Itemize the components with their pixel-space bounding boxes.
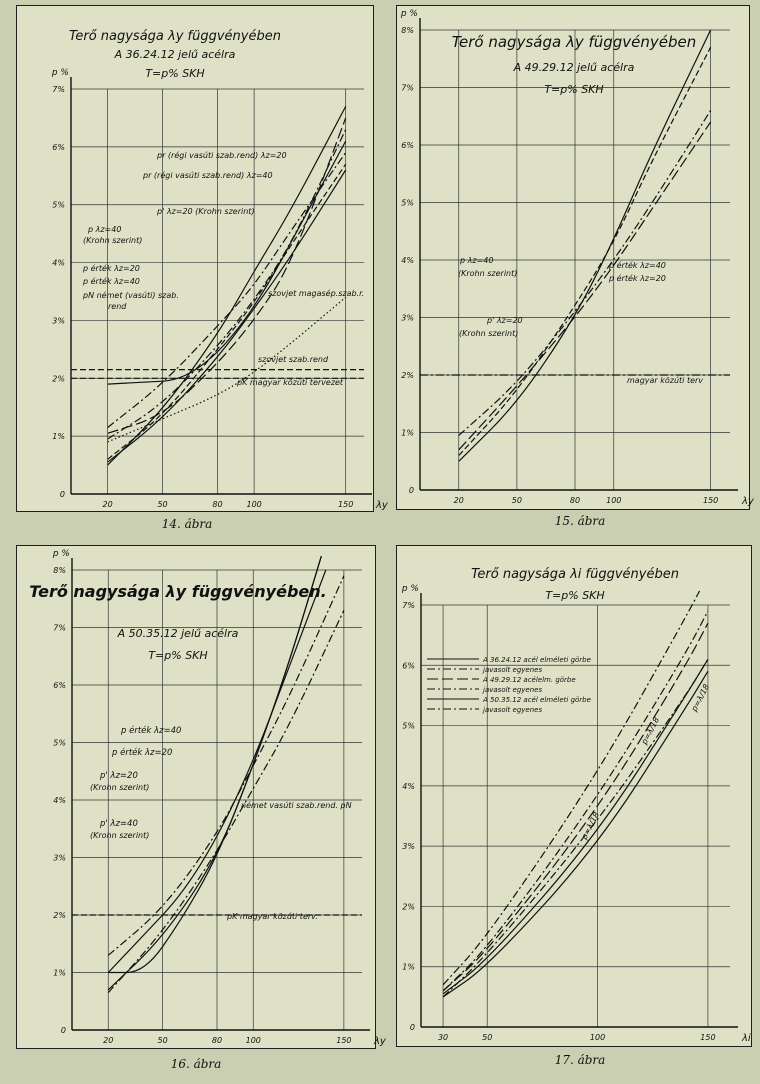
fig15-ytick-label: 8% — [401, 26, 414, 35]
fig15-xtick-label: 50 — [511, 496, 522, 505]
fig15-annotation: magyar közúti terv — [627, 376, 704, 385]
fig15-annotation: p λz=40 — [460, 256, 494, 265]
fig15-xtick-label: 100 — [606, 496, 622, 505]
fig14-xtick-label: 50 — [157, 500, 168, 509]
fig15-ytick-label: 2% — [401, 371, 414, 380]
fig15-formula: T=p% SKH — [544, 83, 604, 96]
fig14-xtick-label: 100 — [246, 500, 262, 509]
fig15-annotation: (Krohn szerint) — [458, 269, 518, 278]
fig15-annotation: p érték λz=20 — [609, 274, 666, 283]
fig14-annotation: (Krohn szerint) — [83, 236, 143, 245]
fig15-ytick-label: 7% — [401, 83, 414, 93]
fig16-annotation: (Krohn szerint) — [90, 831, 150, 840]
fig16-ylabel: p % — [52, 549, 70, 559]
fig16-ytick-label: 5% — [53, 738, 66, 748]
fig17-ytick-label: 4% — [402, 781, 415, 791]
fig16-ytick-label: 1% — [53, 968, 66, 978]
fig17-legend-label: javasolt egyenes — [483, 706, 543, 714]
fig15-ytick-label: 0 — [408, 486, 414, 495]
fig14-ytick-label: 0 — [59, 490, 65, 499]
fig14-title: Terő nagysága λy függvényében — [69, 29, 281, 44]
fig14-ytick-label: 4% — [52, 258, 65, 268]
fig17-series-line — [443, 575, 708, 985]
fig14-subtitle: A 36.24.12 jelű acélra — [114, 48, 236, 61]
fig14-annotation: szovjet magasép.szab.r. — [268, 289, 365, 298]
fig17-ytick-label: 3% — [402, 842, 415, 852]
fig17-legend-label: A 49.29.12 acélelm. görbe — [483, 676, 576, 684]
figure-17-caption: 17. ábra — [554, 1053, 606, 1067]
fig16-annotation: pK magyar közúti terv. — [227, 912, 318, 921]
fig16-ytick-label: 7% — [53, 623, 66, 633]
fig15-xtick-label: 80 — [569, 496, 581, 505]
fig14-annotation: pN német (vasúti) szab. — [83, 291, 179, 300]
fig16-ytick-label: 3% — [53, 853, 66, 863]
fig17-chart — [401, 567, 751, 1044]
fig14-annotation: p érték λz=20 — [83, 264, 140, 273]
fig17-xtick-label: 50 — [482, 1033, 493, 1042]
fig15-annotation: p érték λz=40 — [609, 261, 666, 270]
fig14-series-line — [108, 106, 346, 465]
figure-15-caption: 15. ábra — [554, 514, 606, 528]
fig17-ytick-label: 7% — [402, 601, 415, 610]
fig17-ylabel: p % — [401, 584, 419, 594]
fig16-formula: T=p% SKH — [148, 649, 208, 662]
fig15-ytick-label: 1% — [401, 428, 414, 438]
fig14-xtick-label: 80 — [212, 500, 223, 509]
fig16-xtick-label: 20 — [103, 1036, 114, 1045]
fig17-xtick-label: 150 — [700, 1033, 716, 1042]
fig14-annotation: pK magyar közúti tervezet — [237, 378, 344, 387]
fig16-xtick-label: 100 — [245, 1036, 261, 1045]
fig16-title: Terő nagysága λy függvényében. — [29, 582, 327, 601]
figure-16-caption: 16. ábra — [170, 1057, 222, 1071]
fig14-ytick-label: 5% — [52, 200, 65, 210]
fig16-annotation: p' λz=20 — [100, 771, 138, 781]
fig17-legend-label: javasolt egyenes — [483, 666, 543, 674]
fig16-annotation: p érték λz=40 — [121, 726, 182, 736]
fig16-annotation: p érték λz=20 — [112, 748, 173, 758]
fig14-ytick-label: 2% — [52, 374, 65, 384]
fig16-ytick-label: 6% — [53, 681, 66, 690]
fig16-ytick-label: 4% — [53, 796, 66, 805]
fig14-annotation: pr (régi vasúti szab.rend) λz=20 — [157, 151, 287, 160]
fig16-annotation: német vasúti szab.rend. pN — [241, 801, 352, 810]
fig14-ytick-label: 7% — [52, 85, 65, 94]
fig14-ytick-label: 1% — [52, 432, 65, 442]
fig17-formula: T=p% SKH — [545, 589, 605, 602]
fig15-ytick-label: 4% — [401, 256, 414, 265]
fig14-annotation: p érték λz=40 — [83, 277, 140, 286]
fig14-annotation: p λz=40 — [88, 225, 122, 234]
fig15-ytick-label: 6% — [401, 141, 414, 150]
fig14-chart — [51, 29, 389, 511]
fig16-xtick-label: 80 — [211, 1036, 223, 1045]
fig15-ytick-label: 5% — [401, 198, 414, 208]
fig17-xtick-label: 100 — [589, 1033, 606, 1042]
fig17-line-annotation: p=λ/18 — [639, 715, 662, 746]
fig16-xtick-label: 150 — [336, 1036, 352, 1045]
fig17-legend-label: javasolt egyenes — [483, 686, 543, 694]
fig15-title: Terő nagysága λy függvényében — [451, 33, 697, 51]
figure-14-caption: 14. ábra — [161, 517, 213, 531]
fig17-legend-label: A 50.35.12 acél elméleti görbe — [483, 696, 591, 704]
fig15-ylabel: p % — [400, 9, 418, 19]
fig17-xtick-label: 30 — [437, 1033, 449, 1042]
fig15-annotation: p' λz=20 — [487, 316, 523, 325]
fig17-legend-label: A 36.24.12 acél elméleti görbe — [483, 656, 591, 664]
fig17-ytick-label: 2% — [402, 902, 415, 912]
fig14-xtick-label: 20 — [102, 500, 113, 509]
fig17-ytick-label: 5% — [402, 721, 415, 731]
fig17-ytick-label: 6% — [402, 661, 415, 671]
fig17-ytick-label: 0 — [409, 1023, 415, 1032]
fig14-annotation: szovjet szab.rend — [258, 355, 329, 364]
fig15-xtick-label: 20 — [453, 496, 464, 505]
fig14-annotation: rend — [108, 302, 127, 311]
fig15-xlabel: λy — [742, 496, 754, 507]
fig16-ytick-label: 2% — [53, 911, 66, 920]
fig15-subtitle: A 49.29.12 jelű acélra — [513, 61, 635, 74]
fig14-annotation: pr (régi vasúti szab.rend) λz=40 — [143, 171, 273, 180]
fig15-annotation: (Krohn szerint) — [459, 329, 519, 338]
fig16-subtitle: A 50.35.12 jelű acélra — [117, 627, 239, 640]
fig14-annotation: p' λz=20 (Krohn szerint) — [157, 207, 255, 216]
fig17-ytick-label: 1% — [402, 962, 415, 972]
fig16-annotation: (Krohn szerint) — [90, 783, 150, 792]
fig16-chart — [29, 541, 387, 1047]
fig17-line-annotation: p=λ/18 — [579, 810, 602, 841]
fig17-line-annotation: p=λ/18 — [689, 682, 712, 713]
fig16-xtick-label: 50 — [157, 1036, 168, 1045]
fig16-xlabel: λy — [374, 1036, 386, 1047]
fig16-ytick-label: 0 — [60, 1026, 66, 1035]
fig14-ylabel: p % — [51, 68, 69, 78]
fig15-chart — [400, 9, 755, 507]
fig16-ytick-label: 8% — [53, 566, 66, 575]
fig17-title: Terő nagysága λi függvényében — [471, 567, 679, 582]
fig15-xtick-label: 150 — [702, 496, 719, 505]
fig14-ytick-label: 3% — [52, 316, 65, 326]
fig14-xtick-label: 150 — [338, 500, 354, 509]
fig17-xlabel: λi — [742, 1033, 751, 1044]
fig15-ytick-label: 3% — [401, 313, 414, 323]
fig14-xlabel: λy — [376, 500, 388, 511]
fig14-ytick-label: 6% — [52, 142, 65, 152]
fig16-annotation: p' λz=40 — [100, 819, 138, 829]
fig14-formula: T=p% SKH — [145, 67, 205, 80]
